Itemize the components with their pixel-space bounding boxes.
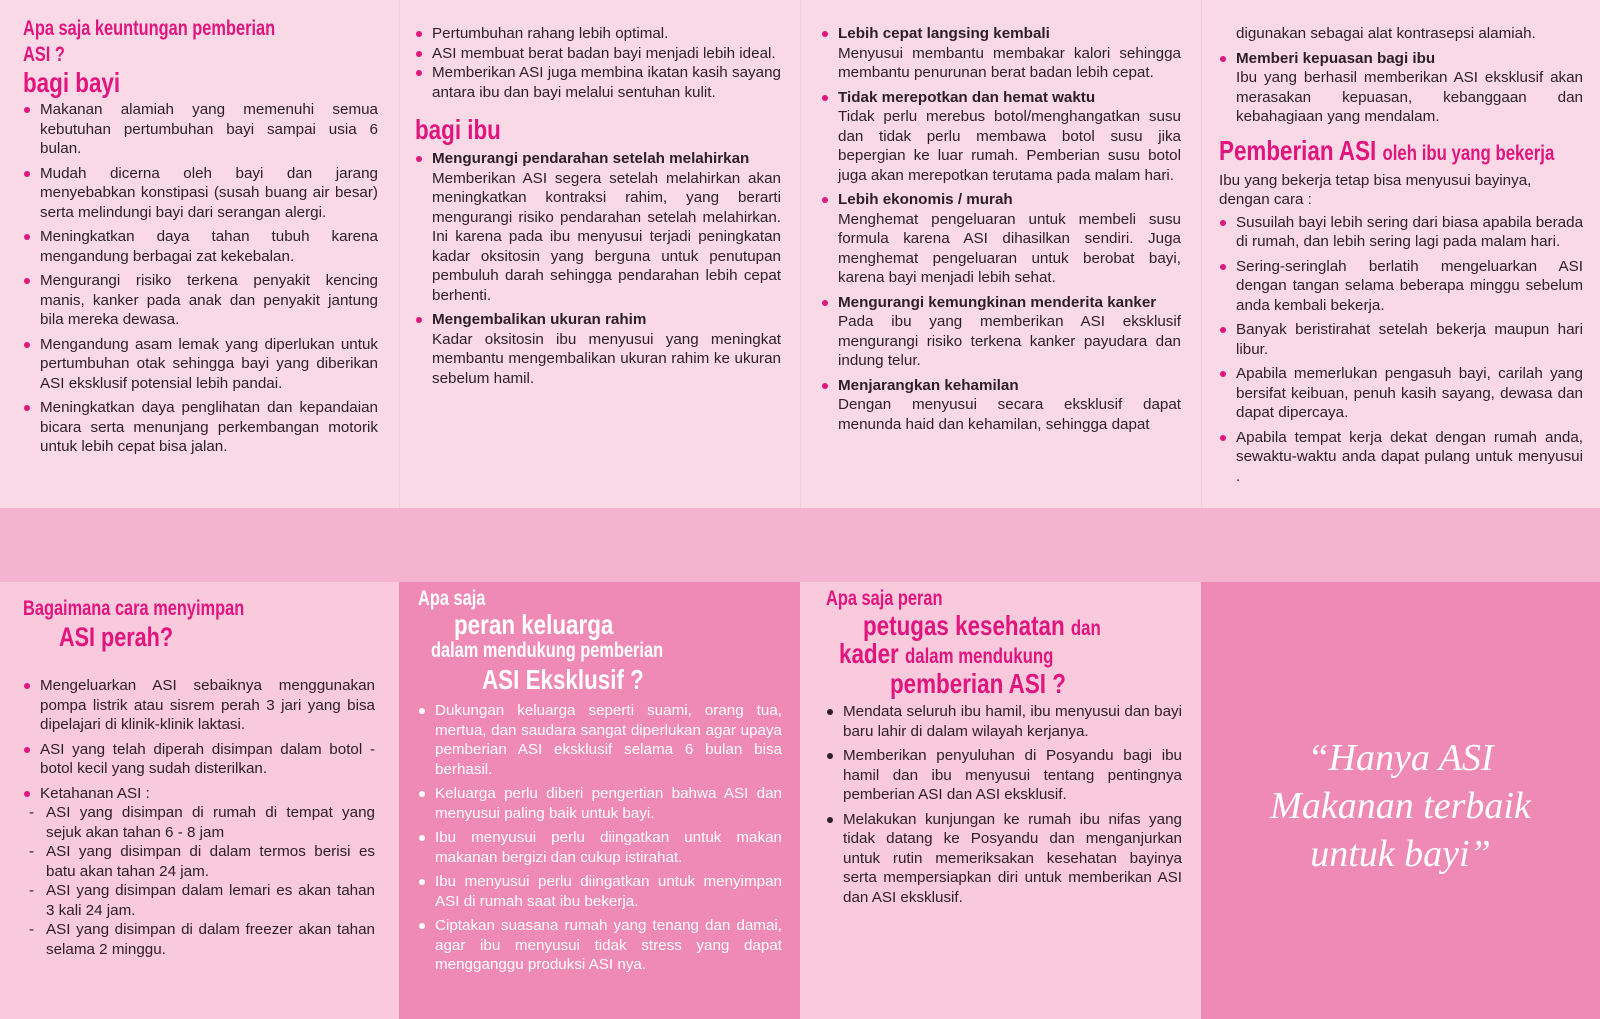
- list-item: [821, 190, 1181, 288]
- list-item: ASI yang telah diperah disimpan dalam botol - botol kecil yang sudah disterilkan.: [23, 740, 375, 779]
- list-item: [415, 310, 781, 388]
- list-item: Memberikan penyuluhan di Posyandu bagi ibu hamil dan ibu menyusui tentang pentingnya pemberian ASI dan ASI eksklusif.: [826, 746, 1182, 805]
- list-item: Melakukan kunjungan ke rumah ibu nifas yang tidak datang ke Posyandu dan menganjurkan untuk rutin memeriksakan kesehatan bayinya serta mempersiapkan diri untuk memberikan ASI dan ASI eksklusif.: [826, 810, 1182, 908]
- list-item: Memberikan ASI juga membina ikatan kasih sayang antara ibu dan bayi melalui sentuhan kulit.: [415, 63, 781, 102]
- list-item: [821, 24, 1181, 83]
- section-heading-line2: ASI ?: [23, 43, 65, 66]
- quote-line: “Hanya ASI: [1307, 736, 1494, 779]
- storage-duration-list: [23, 803, 375, 959]
- working-mothers-list: [1219, 213, 1583, 487]
- list-item: Pertumbuhan rahang lebih optimal.: [415, 24, 781, 44]
- list-item: [821, 376, 1181, 435]
- heading-small: oleh ibu yang bekerja: [1382, 141, 1555, 165]
- heading-big: kader: [839, 638, 899, 669]
- section-heading-working: [1219, 135, 1583, 167]
- benefit-list-mother: [415, 149, 781, 388]
- panel-health-worker-role: [800, 582, 1201, 1019]
- panel-working-mothers: [1201, 0, 1600, 508]
- item-body: Pada ibu yang memberikan ASI eksklusif mengurangi risiko terkena kanker payudara dan indung telur.: [838, 313, 1181, 369]
- list-item: Mengandung asam lemak yang diperlukan untuk pertumbuhan otak sehingga bayi yang diberikan ASI eksklusif potensial lebih pandai.: [23, 335, 378, 394]
- intro-text: Ibu yang bekerja tetap bisa menyusui bayinya, dengan cara :: [1219, 171, 1532, 208]
- list-item: Dukungan keluarga seperti suami, orang tua, mertua, dan saudara sangat diperlukan agar upaya pemberian ASI eksklusif selama 6 bulan bisa berhasil.: [418, 701, 782, 779]
- continued-text: digunakan sebagai alat kontrasepsi alamiah.: [1236, 25, 1536, 42]
- panel-benefits-baby: [0, 0, 399, 508]
- sub-list-item: - ASI yang disimpan di dalam termos berisi es batu akan tahan 24 jam.: [23, 842, 375, 881]
- list-item: Apabila memerlukan pengasuh bayi, carilah yang bersifat keibuan, penuh kasih sayang, dewasa dan dapat dipercaya.: [1219, 364, 1583, 423]
- section-heading-line1: Apa saja: [418, 587, 486, 610]
- item-title: Ketahanan ASI :: [40, 784, 150, 802]
- item-body: Ibu yang berhasil memberikan ASI eksklusif akan merasakan kepuasan, kebanggaan dan kebahagiaan yang mendalam.: [1236, 69, 1583, 125]
- section-heading-line1: Apa saja peran: [826, 587, 943, 610]
- heading-big: Pemberian ASI: [1219, 134, 1377, 166]
- benefit-list-mother-cont: [821, 24, 1181, 434]
- item-title: Mengurangi kemungkinan menderita kanker: [838, 293, 1157, 311]
- list-item: [821, 88, 1181, 186]
- section-heading-line2: peran keluarga: [454, 609, 614, 640]
- panel-benefits-mother: [399, 0, 800, 508]
- list-item: Meningkatkan daya tahan tubuh karena mengandung berbagai zat kekebalan.: [23, 227, 378, 266]
- list-item: Meningkatkan daya penglihatan dan kepandaian bicara serta menunjang perkembangan motorik untuk lebih cepat bisa jalan.: [23, 398, 378, 457]
- section-heading-line2: ASI perah?: [59, 622, 174, 652]
- list-item: Ibu menyusui perlu diingatkan untuk makan makanan bergizi dan cukup istirahat.: [418, 828, 782, 867]
- list-item: Keluarga perlu diberi pengertian bahwa ASI dan menyusui paling baik untuk bayi.: [418, 784, 782, 823]
- panel-quote: [1201, 582, 1600, 1019]
- item-body: Menghemat pengeluaran untuk membeli susu formula karena ASI dihasilkan sendiri. Juga menghemat pengeluaran untuk berobat bayi, karena bayi menjadi lebih sehat.: [838, 210, 1181, 286]
- list-item: [1219, 49, 1583, 127]
- quote-line: Makanan terbaik: [1270, 784, 1531, 827]
- panel-storing-milk: [0, 582, 399, 1019]
- item-title: Mengurangi pendarahan setelah melahirkan: [432, 150, 750, 167]
- sub-heading-bagi-bayi: bagi bayi: [23, 67, 121, 98]
- fold-band: [0, 508, 1600, 582]
- heading-small: dan: [1070, 617, 1101, 640]
- sub-heading-bagi-ibu: bagi ibu: [415, 114, 501, 145]
- list-item: Mengurangi risiko terkena penyakit kencing manis, kanker pada anak dan penyakit jantung bila mereka dewasa.: [23, 271, 378, 330]
- item-title: Tidak merepotkan dan hemat waktu: [838, 88, 1096, 106]
- section-heading-line2: [863, 612, 1182, 640]
- item-body: Dengan menyusui secara eksklusif dapat menunda haid dan kehamilan, sehingga dapat: [838, 396, 1181, 433]
- section-heading-line3: [839, 640, 1182, 668]
- list-item: Mengeluarkan ASI sebaiknya menggunakan pompa listrik atau sisrem perah 3 jari yang bisa dipelajari di klinik-klinik laktasi.: [23, 676, 375, 735]
- item-body: Kadar oksitosin ibu menyusui yang meningkat membantu mengembalikan ukuran rahim ke ukuran sebelum hamil.: [432, 330, 781, 387]
- benefit-list-baby-cont: [415, 24, 781, 102]
- section-heading-line1: Bagaimana cara menyimpan: [23, 597, 245, 620]
- item-title: Lebih ekonomis / murah: [838, 191, 1013, 208]
- section-heading-line3: dalam mendukung pemberian: [431, 639, 664, 662]
- list-item: Mudah dicerna oleh bayi dan jarang menyebabkan konstipasi (susah buang air besar) serta melindungi bayi dari serangan alergi.: [23, 164, 378, 223]
- list-item: Banyak beristirahat setelah bekerja maupun hari libur.: [1219, 320, 1583, 359]
- item-title: Mengembalikan ukuran rahim: [432, 311, 647, 328]
- item-body: Menyusui membantu membakar kalori sehingga membantu penurunan berat badan lebih cepat.: [838, 44, 1181, 81]
- list-item: Sering-seringlah berlatih mengeluarkan ASI dengan tangan selama beberapa minggu sebelum anda kembali bekerja.: [1219, 257, 1583, 316]
- list-item: [415, 149, 781, 305]
- section-heading-line4: ASI Eksklusif ?: [482, 664, 644, 695]
- item-title: Memberi kepuasan bagi ibu: [1236, 49, 1436, 67]
- list-item: Mendata seluruh ibu hamil, ibu menyusui dan bayi baru lahir di dalam wilayah kerjanya.: [826, 702, 1182, 741]
- item-body: Tidak perlu merebus botol/menghangatkan susu dan tidak perlu membawa botol susu jika bepergian ke luar rumah. Pemberian susu botol juga akan merepotkan terutama pada malam hari.: [838, 108, 1181, 184]
- slogan-quote: [1201, 582, 1600, 1019]
- list-item: [23, 784, 375, 960]
- list-item: Ibu menyusui perlu diingatkan untuk menyimpan ASI di rumah saat ibu bekerja.: [418, 872, 782, 911]
- section-heading-line4: pemberian ASI ?: [890, 668, 1066, 699]
- health-worker-list: [826, 702, 1182, 907]
- item-body: Memberikan ASI segera setelah melahirkan akan meningkatkan kontraksi rahim, yang berarti mengurangi risiko pendarahan setelah melahirkan. Ini karena pada ibu menyusui terjadi peningkatan kadar oksitosin yang berguna untuk penutupan pembuluh darah sehingga pendarahan lebih cepat berhenti.: [432, 169, 781, 304]
- list-item: ASI membuat berat badan bayi menjadi lebih ideal.: [415, 44, 781, 64]
- benefit-list-mother-end: [1219, 49, 1583, 127]
- sub-list-item: - ASI yang disimpan di rumah di tempat yang sejuk akan tahan 6 - 8 jam: [23, 803, 375, 842]
- heading-small: dalam mendukung: [905, 645, 1054, 668]
- panel-family-role: [399, 582, 800, 1019]
- list-item: Ciptakan suasana rumah yang tenang dan damai, agar ibu menyusui tidak stress yang dapat mengganggu produksi ASI nya.: [418, 916, 782, 975]
- item-title: Menjarangkan kehamilan: [838, 376, 1019, 394]
- list-item: Susuilah bayi lebih sering dari biasa apabila berada di rumah, dan lebih sering lagi pada malam hari.: [1219, 213, 1583, 252]
- panel-benefits-mother-cont: [800, 0, 1201, 508]
- quote-line: untuk bayi”: [1310, 832, 1491, 875]
- list-item: Makanan alamiah yang memenuhi semua kebutuhan pertumbuhan bayi sampai usia 6 bulan.: [23, 100, 378, 159]
- benefit-list-baby: [23, 100, 378, 457]
- section-heading-line1: Apa saja keuntungan pemberian: [23, 17, 276, 40]
- heading-big: petugas kesehatan: [863, 610, 1065, 641]
- family-role-list: [418, 701, 782, 975]
- storing-list: [23, 676, 375, 959]
- item-title: Lebih cepat langsing kembali: [838, 25, 1050, 42]
- sub-list-item: - ASI yang disimpan dalam lemari es akan tahan 3 kali 24 jam.: [23, 881, 375, 920]
- list-item: [821, 293, 1181, 371]
- sub-list-item: - ASI yang disimpan di dalam freezer akan tahan selama 2 minggu.: [23, 920, 375, 959]
- list-item: Apabila tempat kerja dekat dengan rumah anda, sewaktu-waktu anda dapat pulang untuk menyusui .: [1219, 428, 1583, 487]
